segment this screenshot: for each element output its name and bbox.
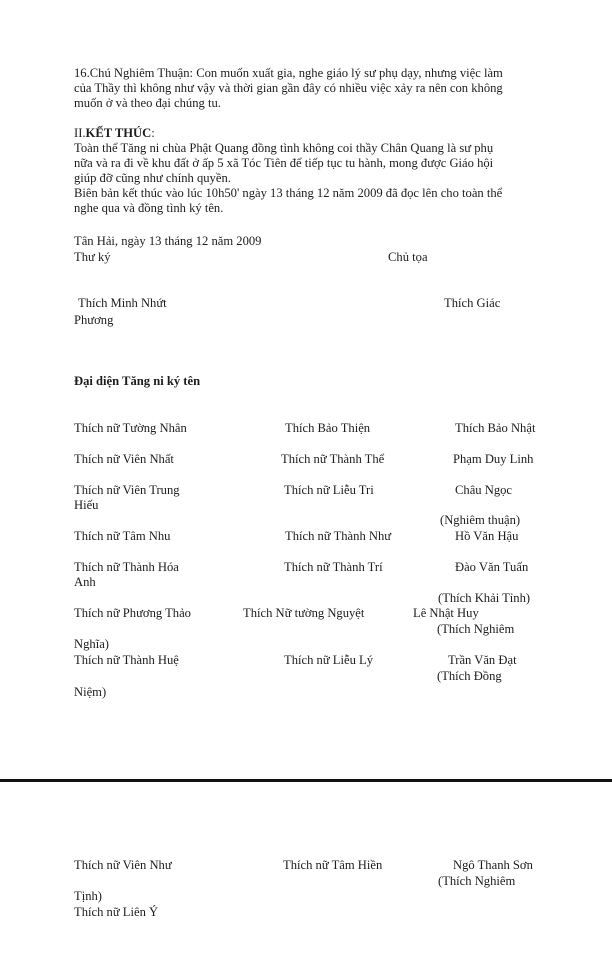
signer-name: Thích nữ Phương Thảo — [74, 606, 191, 620]
signer-name-continued: Hiếu — [74, 498, 99, 512]
signer-name: Lê Nhật Huy — [413, 606, 479, 620]
signer-name: Thích Bảo Nhật — [455, 421, 536, 435]
signer-name: Phạm Duy Linh — [453, 452, 534, 466]
signer-name: Trần Văn Đạt — [448, 653, 517, 667]
text-line: muốn ở và theo đại chúng tu. — [74, 96, 221, 110]
signer-dharma-name-continued: Tịnh) — [74, 889, 102, 903]
signer-name: Thích nữ Tâm Nhu — [74, 529, 171, 543]
signer-name: Đào Văn Tuấn — [455, 560, 529, 574]
item-16-paragraph — [74, 66, 544, 111]
signer-name: Thích nữ Thành Thể — [281, 452, 385, 466]
signer-name: Thích nữ Tâm Hiền — [283, 858, 383, 872]
text-line: của Thầy thì không như vậy và thời gian gần đây có nhiều việc xảy ra nên con không — [74, 81, 503, 95]
signer-name: Châu Ngọc — [455, 483, 513, 497]
signer-dharma-name: (Thích Đồng — [437, 669, 502, 683]
signer-name: Thích nữ Liễu Tri — [284, 483, 374, 497]
place-date: Tân Hải, ngày 13 tháng 12 năm 2009 — [74, 234, 262, 248]
signer-dharma-name: (Thích Khải Tỉnh) — [438, 591, 531, 605]
signer-name: Thích nữ Thành Huệ — [74, 653, 179, 667]
signer-name: Thích nữ Thành Trí — [284, 560, 383, 574]
secretary-title: Thư ký — [74, 250, 111, 264]
text-line: nữa và ra đi về khu đất ở ấp 5 xã Tóc Tiên để tiếp tục tu hành, mong được Giáo hội — [74, 156, 494, 170]
text-line: giúp đỡ cũng như chính quyền. — [74, 171, 231, 185]
signer-name: Hồ Văn Hậu — [455, 529, 519, 543]
chair-title: Chủ tọa — [388, 250, 428, 264]
signer-name: Thích nữ Viên Trung — [74, 483, 180, 497]
signer-name: Thích Nữ tường Nguyệt — [243, 606, 365, 620]
signer-name: Thích nữ Thành Hóa — [74, 560, 179, 574]
conclusion-paragraph — [74, 141, 544, 216]
representatives-heading: Đại diện Tăng ni ký tên — [74, 374, 201, 388]
text-line: Biên bản kết thúc vào lúc 10h50' ngày 13 tháng 12 năm 2009 đã đọc lên cho toàn thể — [74, 186, 503, 200]
text-line: 16.Chú Nghiêm Thuận: Con muốn xuất gia, nghe giáo lý sư phụ dạy, nhưng việc làm — [74, 66, 503, 80]
text-line: Toàn thể Tăng ni chùa Phật Quang đồng tình không coi thầy Chân Quang là sư phụ — [74, 141, 494, 155]
section-title: KẾT THÚC — [85, 126, 152, 140]
section-number: II. — [74, 126, 86, 140]
signer-dharma-name-continued: Niệm) — [74, 685, 107, 699]
signer-dharma-name: (Nghiêm thuận) — [440, 513, 521, 527]
section-colon: : — [151, 126, 155, 140]
signer-name: Thích nữ Viên Nhất — [74, 452, 174, 466]
page-divider — [0, 779, 612, 782]
signer-name: Thích nữ Thành Như — [285, 529, 392, 543]
signer-name: Thích nữ Liễu Lý — [284, 653, 374, 667]
signer-dharma-name: (Thích Nghiêm — [438, 874, 516, 888]
signer-name-continued: Anh — [74, 575, 96, 589]
text-line: nghe qua và đồng tình ký tên. — [74, 201, 224, 215]
signer-name: Thích Bảo Thiện — [285, 421, 371, 435]
section-heading — [74, 126, 155, 141]
signer-name: Thích nữ Tường Nhân — [74, 421, 187, 435]
signer-dharma-name: (Thích Nghiêm — [437, 622, 515, 636]
chair-name: Thích Giác — [444, 296, 501, 310]
secretary-name: Thích Minh Nhứt — [78, 296, 167, 310]
signer-name: Thích nữ Viên Như — [74, 858, 172, 872]
signer-name: Thích nữ Liên Ý — [74, 905, 159, 919]
signer-dharma-name-continued: Nghĩa) — [74, 637, 109, 651]
chair-name-continued: Phương — [74, 313, 114, 327]
signer-name: Ngô Thanh Sơn — [453, 858, 533, 872]
